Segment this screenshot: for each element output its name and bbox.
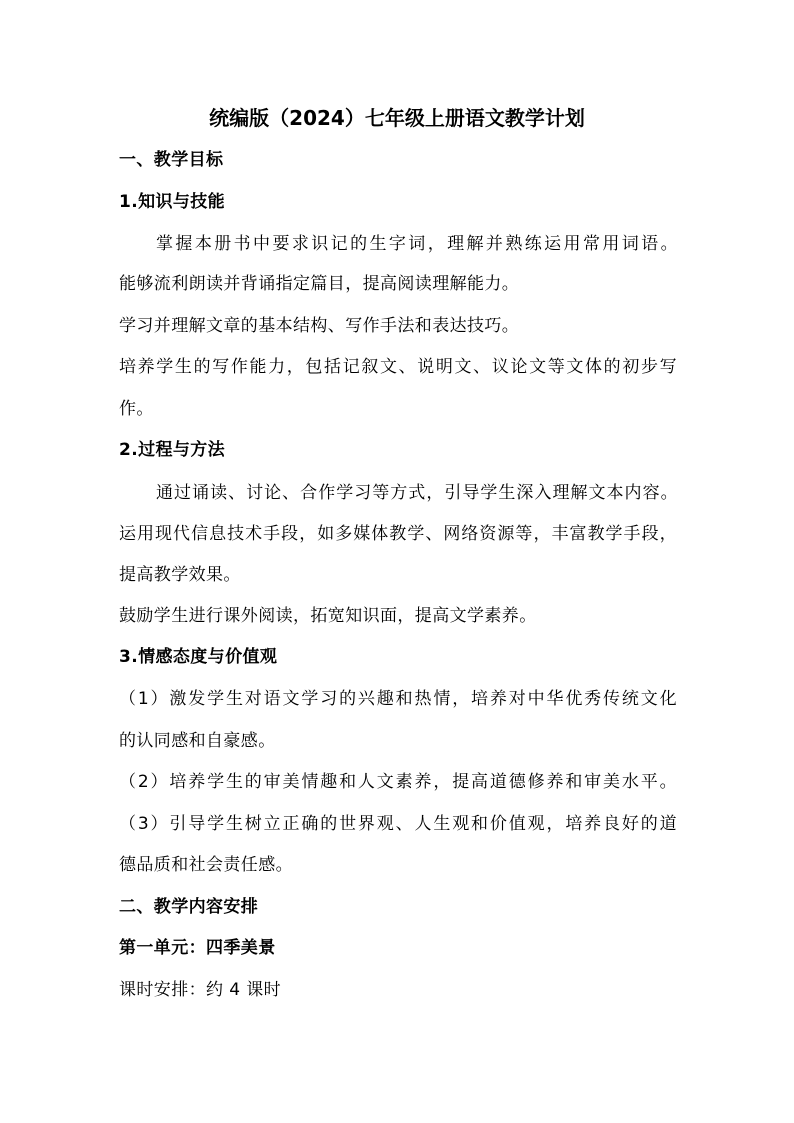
paragraph-line: （3）引导学生树立正确的世界观、人生观和价值观，培养良好的道 bbox=[119, 814, 677, 834]
paragraph-line: 掌握本册书中要求识记的生字词，理解并熟练运用常用词语。 bbox=[156, 234, 678, 254]
paragraph-line: 培养学生的写作能力，包括记叙文、说明文、议论文等文体的初步写 bbox=[119, 357, 677, 377]
paragraph-line: 德品质和社会责任感。 bbox=[119, 855, 293, 875]
paragraph-line: （1）激发学生对语文学习的兴趣和热情，培养对中华优秀传统文化 bbox=[119, 689, 677, 709]
section-heading-content-arrangement: 二、教学内容安排 bbox=[119, 897, 259, 917]
section-heading-teaching-goals: 一、教学目标 bbox=[119, 150, 224, 170]
paragraph-line: 的认同感和自豪感。 bbox=[119, 731, 276, 751]
paragraph-line: （2）培养学生的审美情趣和人文素养，提高道德修养和审美水平。 bbox=[119, 772, 677, 792]
paragraph-line: 通过诵读、讨论、合作学习等方式，引导学生深入理解文本内容。 bbox=[156, 483, 678, 503]
unit-heading: 第一单元：四季美景 bbox=[119, 938, 276, 958]
unit-hours: 课时安排：约 4 课时 bbox=[119, 980, 282, 1000]
paragraph-line: 作。 bbox=[119, 399, 154, 419]
subheading-knowledge-skills: 1.知识与技能 bbox=[119, 192, 226, 212]
paragraph-line: 能够流利朗读并背诵指定篇目，提高阅读理解能力。 bbox=[119, 274, 520, 294]
document-title: 统编版（2024）七年级上册语文教学计划 bbox=[209, 106, 585, 130]
paragraph-line: 学习并理解文章的基本结构、写作手法和表达技巧。 bbox=[119, 316, 520, 336]
paragraph-line: 运用现代信息技术手段，如多媒体教学、网络资源等，丰富教学手段， bbox=[119, 524, 677, 544]
paragraph-line: 鼓励学生进行课外阅读，拓宽知识面，提高文学素养。 bbox=[119, 606, 537, 626]
paragraph-line: 提高教学效果。 bbox=[119, 565, 241, 585]
subheading-attitudes-values: 3.情感态度与价值观 bbox=[119, 647, 278, 667]
subheading-process-methods: 2.过程与方法 bbox=[119, 440, 226, 460]
